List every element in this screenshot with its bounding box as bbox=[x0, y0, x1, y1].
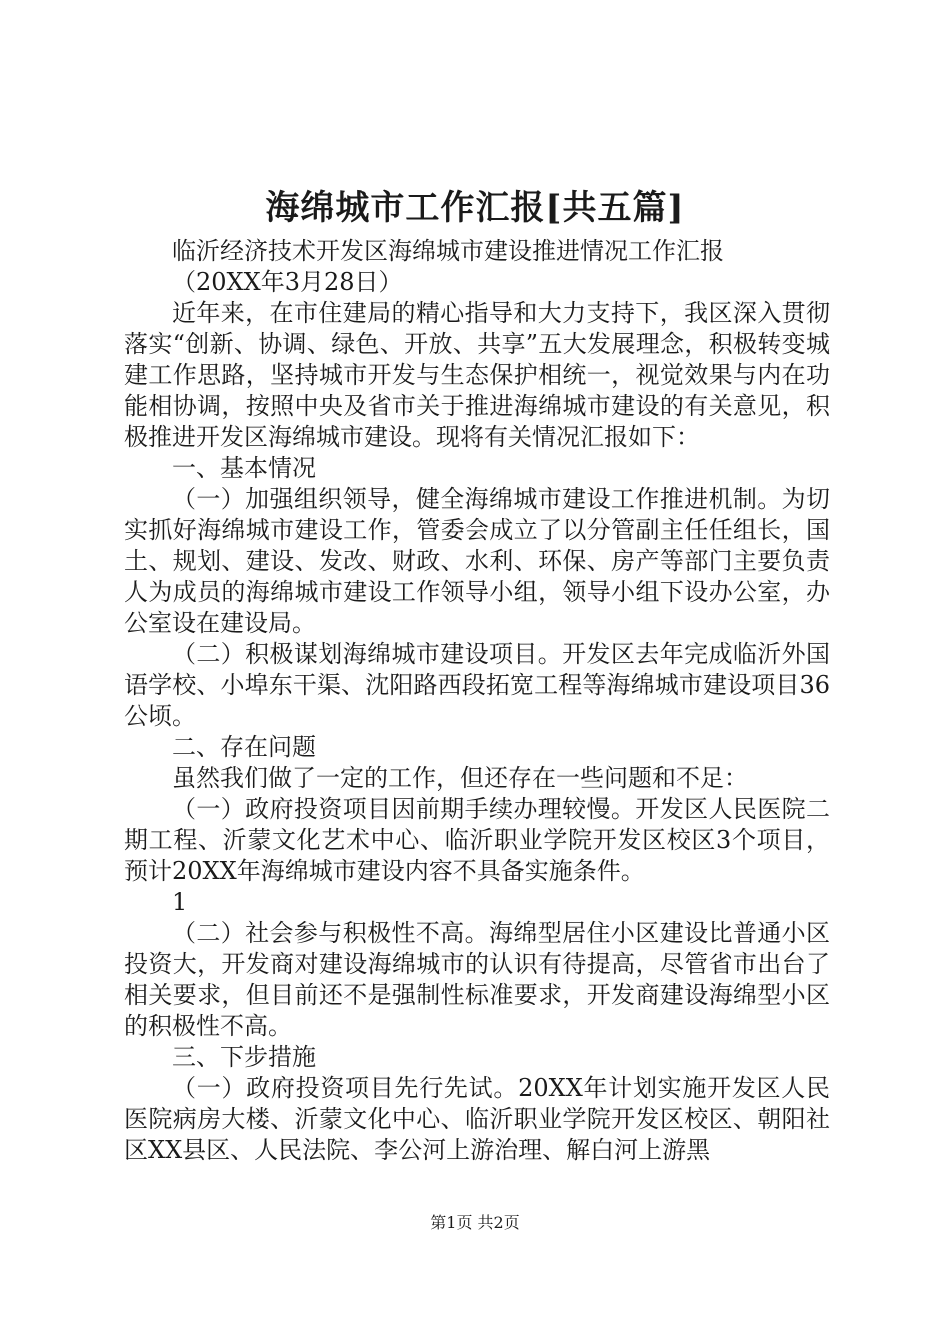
paragraph-problem-one: （一）政府投资项目因前期手续办理较慢。开发区人民医院二期工程、沂蒙文化艺术中心、临沂职业学院开发区校区3个项目，预计20XX年海绵城市建设内容不具备实施条件。 bbox=[124, 795, 830, 885]
paragraph-projects: （二）积极谋划海绵城市建设项目。开发区去年完成临沂外国语学校、小埠东干渠、沈阳路西段拓宽工程等海绵城市建设项目36公顷。 bbox=[124, 640, 830, 730]
paragraph-problem-two: （二）社会参与积极性不高。海绵型居住小区建设比普通小区投资大，开发商对建设海绵城市的认识有待提高，尽管省市出台了相关要求，但目前还不是强制性标准要求，开发商建设海绵型小区的积极性不高。 bbox=[124, 919, 830, 1040]
section-heading-basic: 一、基本情况 bbox=[172, 454, 316, 482]
paragraph-problems-intro: 虽然我们做了一定的工作，但还存在一些问题和不足： bbox=[172, 764, 748, 792]
page-footer: 第1页 共2页 bbox=[430, 1213, 520, 1232]
paragraph-organization: （一）加强组织领导，健全海绵城市建设工作推进机制。为切实抓好海绵城市建设工作，管委会成立了以分管副主任任组长，国土、规划、建设、发改、财政、水利、环保、房产等部门主要负责人为成员的海绵城市建设工作领导小组，领导小组下设办公室，办公室设在建设局。 bbox=[124, 485, 830, 637]
paragraph-intro: 近年来，在市住建局的精心指导和大力支持下，我区深入贯彻落实“创新、协调、绿色、开放、共享”五大发展理念，积极转变城建工作思路，坚持城市开发与生态保护相统一，视觉效果与内在功能相协调，按照中央及省市关于推进海绵城市建设的有关意见，积极推进开发区海绵城市建设。现将有关情况汇报如下： bbox=[124, 299, 830, 451]
document-subtitle: 临沂经济技术开发区海绵城市建设推进情况工作汇报 bbox=[172, 237, 724, 265]
section-heading-next-steps: 三、下步措施 bbox=[172, 1043, 316, 1071]
document-title: 海绵城市工作汇报[共五篇] bbox=[265, 188, 685, 228]
document-date: （20XX年3月28日） bbox=[172, 268, 403, 296]
inline-page-number: 1 bbox=[172, 888, 188, 916]
section-heading-problems: 二、存在问题 bbox=[172, 733, 316, 761]
document-body bbox=[124, 236, 830, 1166]
paragraph-next-step-one: （一）政府投资项目先行先试。20XX年计划实施开发区人民医院病房大楼、沂蒙文化中心、临沂职业学院开发区校区、朝阳社区XX县区、人民法院、李公河上游治理、解白河上游黑 bbox=[124, 1074, 830, 1164]
